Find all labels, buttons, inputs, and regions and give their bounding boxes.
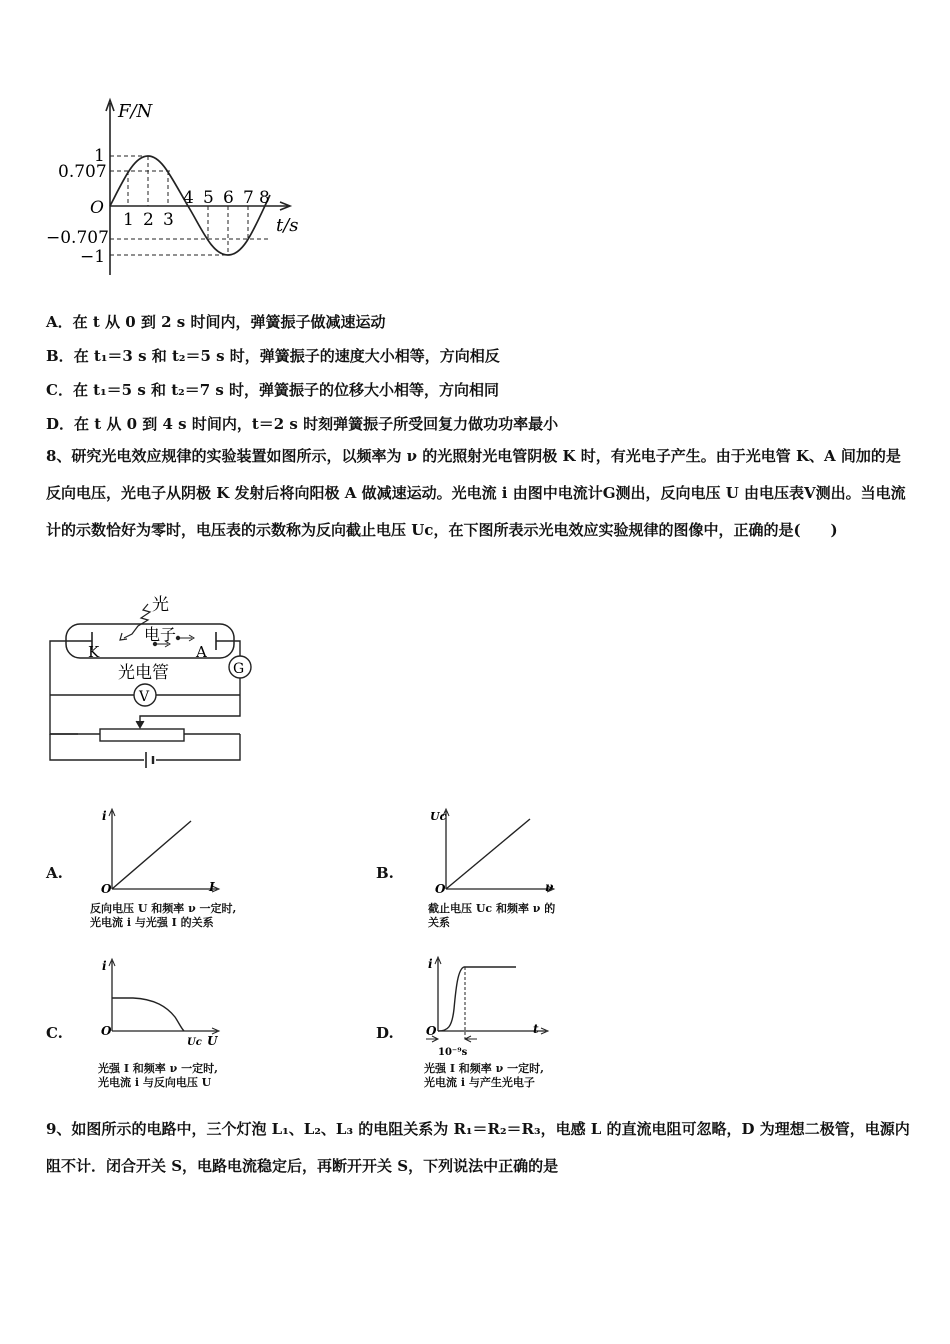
caption-line-1: 反向电压 U 和频率 ν 一定时,: [90, 902, 237, 915]
option-text: 在 t₁＝3 s 和 t₂＝5 s 时，弹簧振子的速度大小相等，方向相反: [73, 347, 500, 365]
y-axis-label: i: [428, 957, 433, 971]
voltmeter-label: V: [139, 689, 150, 705]
x-tick-1: 1: [123, 210, 134, 230]
origin-label: O: [426, 1024, 437, 1038]
y-tick-neg0707: −0.707: [46, 228, 109, 248]
option-letter: B．: [46, 347, 74, 365]
caption-line-1: 光强 I 和频率 ν 一定时,: [98, 1062, 218, 1075]
q8-option-b-letter[interactable]: B.: [376, 864, 394, 882]
force-time-graph: [40, 95, 320, 280]
galvanometer-label: G: [233, 661, 245, 677]
y-tick-neg1: −1: [80, 247, 106, 267]
y-axis-label: i: [102, 809, 107, 823]
y-tick-0707: 0.707: [58, 162, 107, 182]
tube-label: 光电管: [118, 663, 169, 683]
x-tick-3: 3: [163, 210, 174, 230]
option-text: 在 t 从 0 到 4 s 时间内，t＝2 s 时刻弹簧振子所受回复力做功功率最小: [74, 415, 559, 433]
q8-option-c-caption: [98, 1062, 218, 1090]
q8-option-a-graph[interactable]: [95, 805, 225, 895]
q8-option-a-caption: [90, 902, 236, 930]
decay-curve: [112, 998, 184, 1031]
caption-line-1: 截止电压 Uc 和频率 ν 的: [428, 902, 556, 915]
q8-option-c-graph[interactable]: [95, 955, 225, 1050]
origin-label: O: [435, 882, 446, 895]
x-tick-2: 2: [143, 210, 154, 230]
linear-line: [446, 819, 530, 889]
q7-option-a[interactable]: [46, 312, 385, 332]
q8-option-b-caption: [428, 902, 555, 930]
y-axis-label: F/N: [118, 101, 153, 122]
x-tick-6: 6: [223, 188, 234, 208]
origin-label: O: [101, 1024, 112, 1038]
electron-label: 电子: [144, 625, 177, 644]
uc-mark: Uc: [187, 1037, 202, 1048]
q7-option-d[interactable]: [46, 414, 558, 434]
photoelectric-circuit: [40, 592, 260, 772]
q8-option-b-graph[interactable]: [428, 805, 563, 895]
x-axis-label: ν: [545, 880, 554, 894]
option-text: 在 t 从 0 到 2 s 时间内，弹簧振子做减速运动: [72, 313, 386, 331]
light-label: 光: [152, 595, 169, 615]
anode-label: A: [196, 643, 207, 661]
rise-curve: [438, 967, 516, 1031]
q8-option-a-letter[interactable]: A.: [46, 864, 63, 882]
x-tick-8: 8: [259, 188, 270, 208]
x-tick-5: 5: [203, 188, 214, 208]
origin-label: O: [90, 198, 104, 218]
x-axis-label: t/s: [276, 215, 299, 236]
q8-option-d-caption: [424, 1062, 544, 1090]
linear-line: [112, 821, 191, 889]
caption-line-2: 光电流 i 与反向电压 U: [98, 1076, 212, 1089]
q9-stem: 9、如图所示的电路中，三个灯泡 L₁、L₂、L₃ 的电阻关系为 R₁＝R₂＝R₃，电感 L 的直流电阻可忽略，D 为理想二极管，电源内阻不计．闭合开关 S，电路电流稳定后，再断开开关 S，下列说法中正确的是: [46, 1120, 910, 1175]
q8-stem: 8、研究光电效应规律的实验装置如图所示，以频率为 ν 的光照射光电管阴极 K 时，有光电子产生。由于光电管 K、A 间加的是反向电压，光电子从阴极 K 发射后将向阳极 A 做减速运动。光电流 i 由图中电流计G测出，反向电压 U 由电压表V测出。当电流计的示数恰好为零时，电压表的示数称为反向截止电压 Uc，在下图所表示光电效应实验规律的图像中，正确的是( ): [46, 447, 906, 539]
option-text: 在 t₁＝5 s 和 t₂＝7 s 时，弹簧振子的位移大小相等，方向相同: [72, 381, 500, 399]
x-axis-label: U: [207, 1034, 218, 1048]
option-letter: A．: [46, 313, 73, 331]
x-tick-7: 7: [243, 188, 254, 208]
time-mark: 10⁻⁹s: [438, 1047, 468, 1058]
option-letter: C．: [46, 381, 73, 399]
q7-option-b[interactable]: [46, 346, 500, 366]
caption-line-2: 光电流 i 与光强 I 的关系: [90, 916, 214, 929]
x-tick-4: 4: [183, 188, 194, 208]
q8-option-d-letter[interactable]: D.: [376, 1024, 394, 1042]
caption-line-2: 光电流 i 与产生光电子: [424, 1076, 535, 1089]
q8-option-c-letter[interactable]: C.: [46, 1024, 63, 1042]
caption-line-2: 关系: [428, 916, 450, 929]
x-axis-label: t: [533, 1022, 539, 1036]
y-axis-label: Uc: [430, 810, 447, 823]
origin-label: O: [101, 882, 112, 895]
q7-option-c[interactable]: [46, 380, 499, 400]
y-axis-label: i: [102, 959, 107, 973]
option-letter: D．: [46, 415, 75, 433]
x-axis-label: I: [209, 880, 215, 894]
y-tick-1: 1: [94, 146, 105, 166]
q8-option-d-graph[interactable]: [422, 953, 552, 1059]
cathode-label: K: [88, 643, 100, 661]
rheostat: [100, 729, 184, 741]
caption-line-1: 光强 I 和频率 ν 一定时,: [424, 1062, 544, 1075]
